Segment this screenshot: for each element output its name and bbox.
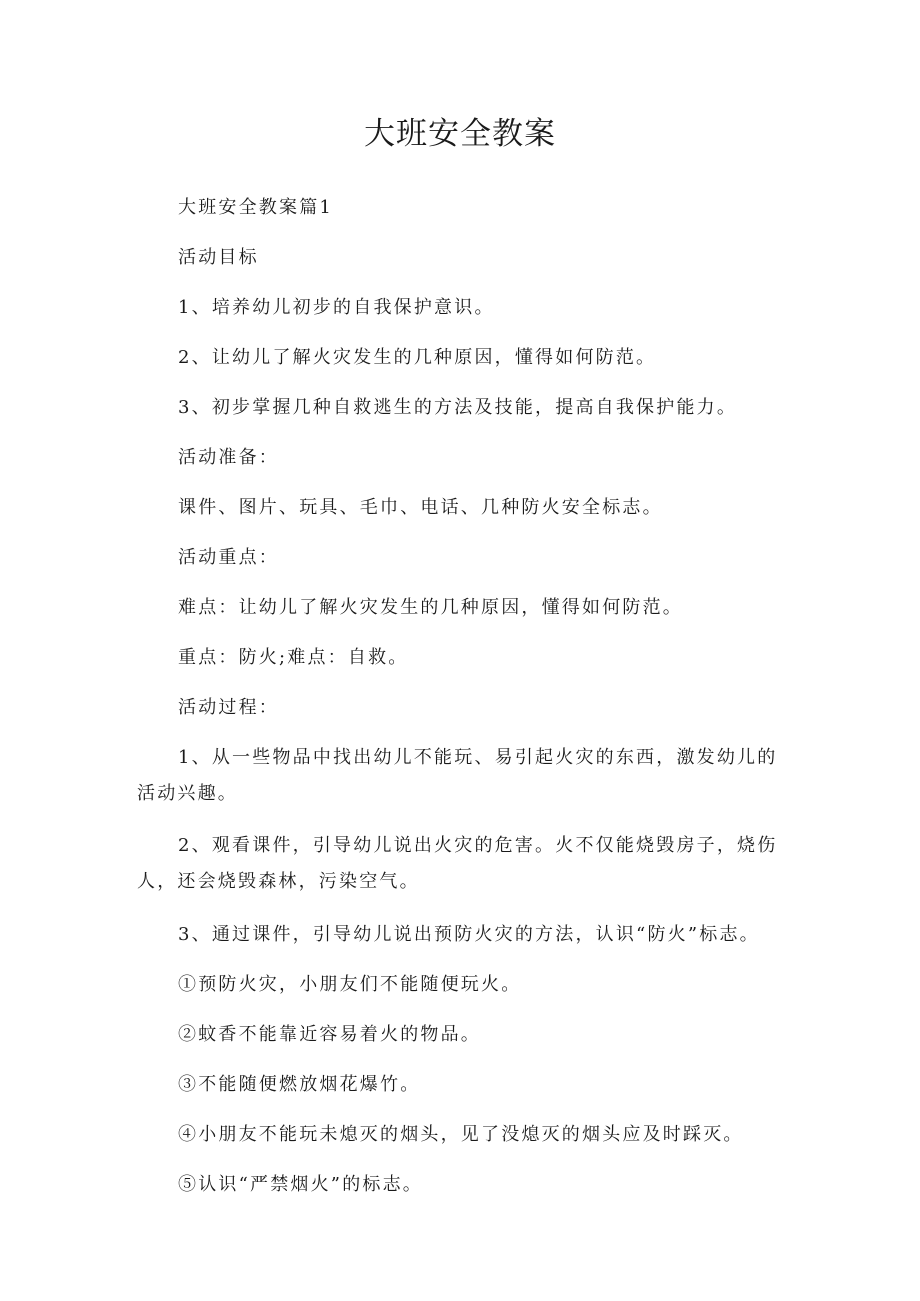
list-item: ②蚊香不能靠近容易着火的物品。 <box>178 1024 481 1045</box>
paragraph: 活动过程： <box>178 697 279 718</box>
paragraph: 3、通过课件，引导幼儿说出预防火灾的方法，认识“防火”标志。 <box>178 924 760 945</box>
paragraph: 活动准备： <box>178 447 279 468</box>
paragraph: 1、培养幼儿初步的自我保护意识。 <box>178 297 495 318</box>
document-title: 大班安全教案 <box>364 116 556 152</box>
list-item: ④小朋友不能玩未熄灭的烟头，见了没熄灭的烟头应及时踩灭。 <box>178 1124 744 1145</box>
paragraph: 活动目标 <box>178 247 259 268</box>
list-item: ①预防火灾，小朋友们不能随便玩火。 <box>178 974 522 995</box>
paragraph: 3、初步掌握几种自救逃生的方法及技能，提高自我保护能力。 <box>178 397 738 418</box>
paragraph: 难点：让幼儿了解火灾发生的几种原因，懂得如何防范。 <box>178 597 683 618</box>
list-item: ⑤认识“严禁烟火”的标志。 <box>178 1174 424 1195</box>
paragraph: 2、让幼儿了解火灾发生的几种原因，懂得如何防范。 <box>178 347 657 368</box>
section-heading: 大班安全教案篇1 <box>178 197 334 218</box>
paragraph: 重点：防火;难点：自救。 <box>178 647 409 668</box>
paragraph: 课件、图片、玩具、毛巾、电话、几种防火安全标志。 <box>178 497 663 518</box>
paragraph: 2、观看课件，引导幼儿说出火灾的危害。火不仅能烧毁房子，烧伤人，还会烧毁森林，污染空气。 <box>137 835 778 892</box>
paragraph: 活动重点： <box>178 547 279 568</box>
paragraph: 1、从一些物品中找出幼儿不能玩、易引起火灾的东西，激发幼儿的活动兴趣。 <box>137 747 778 804</box>
list-item: ③不能随便燃放烟花爆竹。 <box>178 1074 421 1095</box>
